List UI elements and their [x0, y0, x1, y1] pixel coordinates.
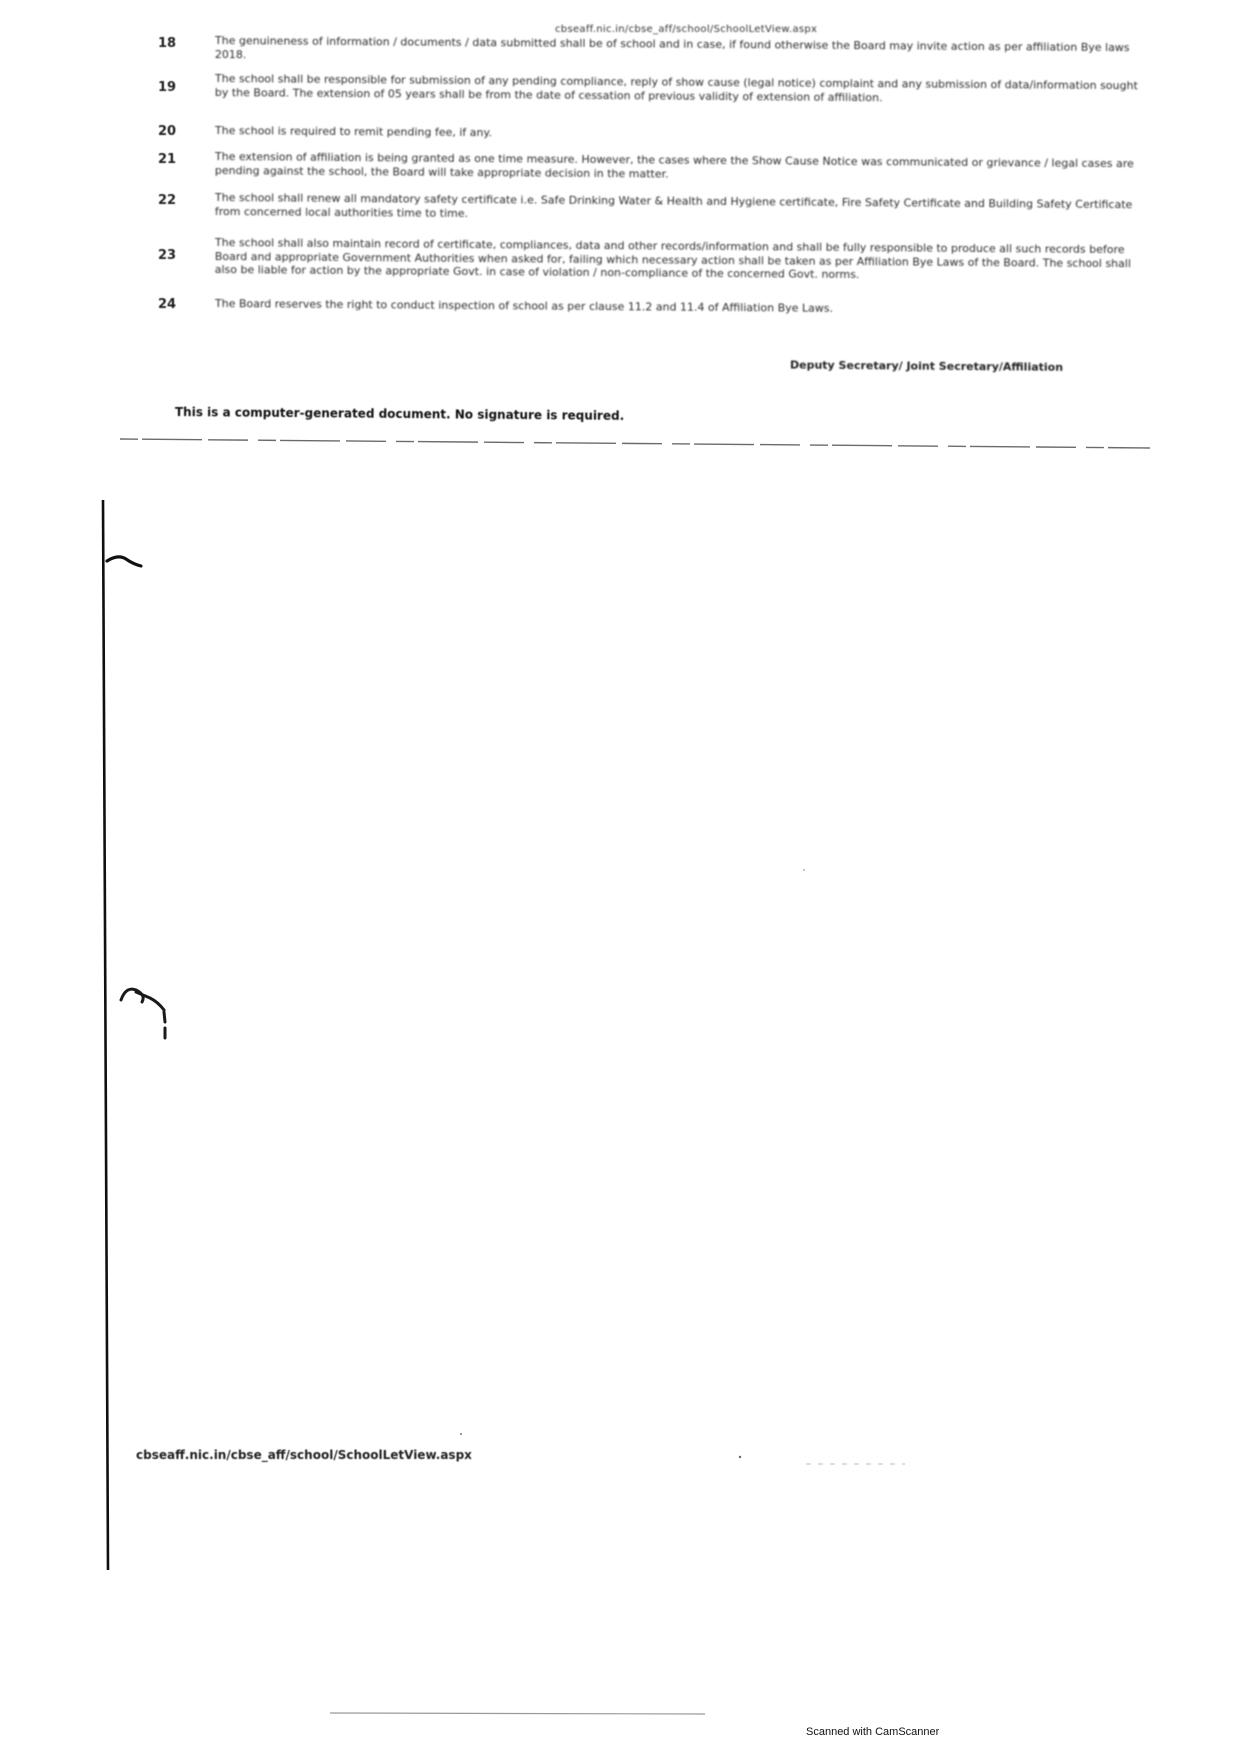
clause-text: The school shall be responsible for submission of any pending compliance, reply of show cause (legal notice) complaint and any submission of data/information sought by the Board. The extension of 05 years shall be from the date of cessation of previous validity of extension of affiliation.: [214, 72, 1138, 104]
scan-edge-line: [103, 500, 108, 1570]
clause-text: The school is required to remit pending fee, if any.: [214, 124, 492, 140]
bottom-faint-line: [330, 1713, 705, 1714]
clause-number: 20: [158, 124, 177, 139]
speck: [739, 1456, 741, 1458]
pen-mark: [107, 557, 141, 566]
clause-text: The Board reserves the right to conduct inspection of school as per clause 11.2 and 11.4 of Affiliation Bye Laws.: [214, 297, 834, 315]
scanner-watermark: Scanned with CamScanner: [806, 1726, 940, 1738]
clause-number: 18: [158, 36, 177, 51]
pen-scribble: [121, 989, 165, 1038]
divider-line: [120, 439, 1150, 448]
footer-url: cbseaff.nic.in/cbse_aff/school/SchoolLetView.aspx: [136, 1448, 472, 1462]
computer-generated-note: This is a computer-generated document. No signature is required.: [174, 405, 625, 423]
clause-number: 21: [158, 152, 177, 167]
speck: [803, 869, 805, 871]
header-url: cbseaff.nic.in/cbse_aff/school/SchoolLetView.aspx: [555, 24, 818, 35]
speck: [460, 1433, 462, 1435]
clause-number: 22: [158, 193, 177, 208]
clause-text: The school shall renew all mandatory safety certificate i.e. Safe Drinking Water & Health and Hygiene certificate, Fire Safety Certificate and Building Safety Certificate from concerned local authorities time to time.: [214, 191, 1133, 220]
signatory-designation: Deputy Secretary/ Joint Secretary/Affiliation: [789, 358, 1064, 374]
clause-text: The genuineness of information / documents / data submitted shall be of school and in case, if found otherwise the Board may invite action as per affiliation Bye laws 2018.: [214, 34, 1130, 61]
clause-number: 19: [158, 80, 177, 95]
clause-text: The school shall also maintain record of certificate, compliances, data and other records/information and shall be fully responsible to produce all such records before Board and appropriate Government Authorities when asked for, failing which necessary action shall be taken as per Affiliation Bye Laws of the Board. The school shall also be liable for action by the appropriate Govt. in case of violation / non-compliance of the concerned Govt. norms.: [214, 236, 1132, 282]
clause-number: 23: [158, 248, 177, 263]
clause-number: 24: [158, 297, 177, 312]
clause-text: The extension of affiliation is being granted as one time measure. However, the cases where the Show Cause Notice was communicated or grievance / legal cases are pending against the school, the Board will take appropriate decision in the matter.: [214, 150, 1134, 181]
